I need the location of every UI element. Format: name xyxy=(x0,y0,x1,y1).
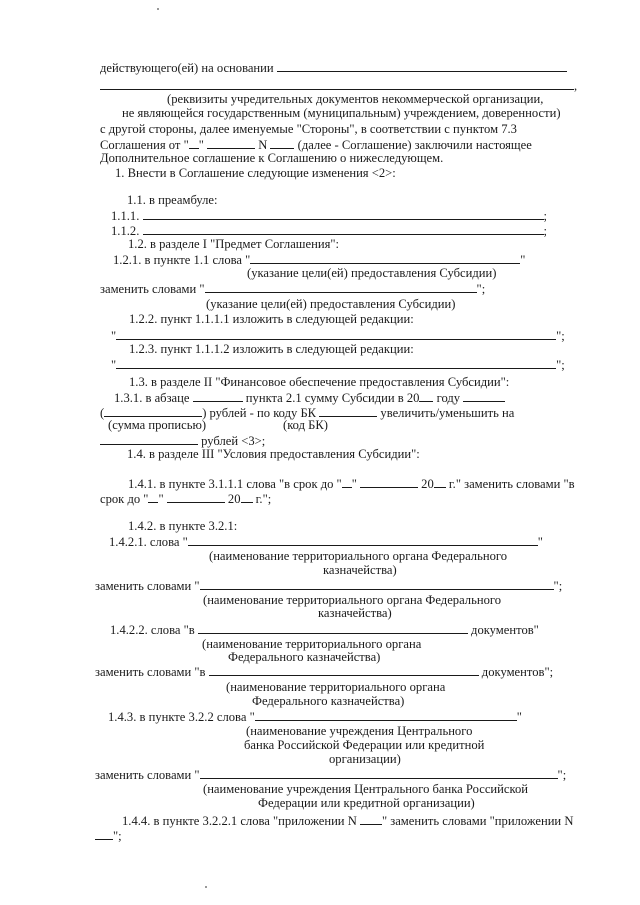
hint-charter-cont: не являющейся государственным (муниципальным) учреждением, доверенности) xyxy=(122,106,561,120)
clause-1-4-4: 1.4.4. в пункте 3.2.2.1 слова "приложении N " заменить словами "приложении N xyxy=(122,814,574,828)
blank-month[interactable] xyxy=(207,137,255,149)
blank-basis-cont[interactable] xyxy=(100,78,574,90)
clause-1-4-2: 1.4.2. в пункте 3.2.1: xyxy=(128,519,238,533)
blank-year-2[interactable] xyxy=(463,390,505,402)
hint-bank-2: (наименование учреждения Центрального банка Российской xyxy=(203,782,528,796)
blank-day[interactable] xyxy=(189,137,199,149)
clause-1-4-3: 1.4.3. в пункте 3.2.2 слова " " xyxy=(108,710,522,724)
blank-year-3[interactable] xyxy=(434,476,446,488)
blank-year[interactable] xyxy=(419,390,433,402)
hint-goal-2: (указание цели(ей) предоставления Субсидии) xyxy=(206,297,456,311)
scan-speck xyxy=(157,8,159,10)
blank-bk-code[interactable] xyxy=(319,405,377,417)
clause-1-4: 1.4. в разделе III "Условия предоставления Субсидии": xyxy=(127,447,420,461)
blank-1-2-3[interactable] xyxy=(116,357,556,369)
blank-basis[interactable] xyxy=(277,60,567,72)
line-replace-goal: заменить словами " "; xyxy=(100,282,486,296)
blank-replace-goal[interactable] xyxy=(205,281,477,293)
clause-1-2-2: 1.2.2. пункт 1.1.1.1 изложить в следующей редакции: xyxy=(129,312,414,326)
blank-month-3[interactable] xyxy=(167,491,225,503)
blank-1-4-2-2[interactable] xyxy=(198,622,468,634)
blank-annex-number-2[interactable] xyxy=(95,828,113,840)
hint-treasury-2-cont: казначейства) xyxy=(318,606,392,620)
hint-treasury-4-cont: Федерального казначейства) xyxy=(252,694,405,708)
text-parties: с другой стороны, далее именуемые "Стороны", в соответствии с пунктом 7.3 xyxy=(100,122,517,136)
blank-replace-treasury-2[interactable] xyxy=(209,664,479,676)
clause-1-4-2-2: 1.4.2.2. слова "в документов" xyxy=(110,623,539,637)
line-basis-cont: , xyxy=(100,78,577,93)
blank-number[interactable] xyxy=(270,137,294,149)
hint-bank-cont-2: организации) xyxy=(329,752,401,766)
clause-1-2-1: 1.2.1. в пункте 1.1 слова " " xyxy=(113,253,526,267)
blank-1-2-1[interactable] xyxy=(250,252,520,264)
text-supplementary: Дополнительное соглашение к Соглашению о нижеследующем. xyxy=(100,151,444,165)
clause-1-3: 1.3. в разделе II "Финансовое обеспечение предоставления Субсидии": xyxy=(129,375,510,389)
hint-treasury: (наименование территориального органа Федерального xyxy=(209,549,508,563)
line-deadline: срок до " " 20 г."; xyxy=(100,492,272,506)
hint-bank-2-cont: Федерации или кредитной организации) xyxy=(258,796,475,810)
hint-amount-words: (сумма прописью) xyxy=(108,418,207,432)
hint-treasury-4: (наименование территориального органа xyxy=(226,680,446,694)
clause-1-3-1: 1.3.1. в абзаце пункта 2.1 сумму Субсидии в 20 году xyxy=(114,390,505,405)
blank-month-2[interactable] xyxy=(360,476,418,488)
line-replace-bank: заменить словами " "; xyxy=(95,768,567,782)
line-replace-treasury: заменить словами " "; xyxy=(95,579,563,593)
hint-bank-cont: банка Российской Федерации или кредитной xyxy=(244,738,485,752)
blank-1-4-2-1[interactable] xyxy=(188,534,538,546)
line-1-2-3-text: " "; xyxy=(111,358,565,372)
blank-day-2[interactable] xyxy=(342,476,352,488)
hint-treasury-2: (наименование территориального органа Федерального xyxy=(203,593,502,607)
clause-1-1-1: 1.1.1. ; xyxy=(111,209,547,223)
clause-1-1-2: 1.1.2. ; xyxy=(111,224,547,238)
blank-replace-bank[interactable] xyxy=(200,767,558,779)
blank-paragraph[interactable] xyxy=(193,390,243,402)
blank-year-4[interactable] xyxy=(241,491,253,503)
line-replace-treasury-2: заменить словами "в документов"; xyxy=(95,665,554,679)
hint-bk-code: (код БК) xyxy=(283,418,328,432)
hint-treasury-3: (наименование территориального органа xyxy=(202,637,422,651)
blank-day-3[interactable] xyxy=(148,491,158,503)
clause-1-4-2-1: 1.4.2.1. слова " " xyxy=(109,535,543,549)
clause-1: 1. Внести в Соглашение следующие изменения <2>: xyxy=(115,166,396,180)
line-agreement-date: Соглашения от " " N (далее - Соглашение) заключили настоящее xyxy=(100,138,532,152)
clause-1-2: 1.2. в разделе I "Предмет Соглашения": xyxy=(128,237,340,251)
line-rubles: рублей <3>; xyxy=(100,433,265,448)
line-amount: ( ) рублей - по коду БК увеличить/уменьшить на xyxy=(100,406,515,420)
blank-1-2-2[interactable] xyxy=(116,328,556,340)
clause-1-1: 1.1. в преамбуле: xyxy=(127,193,218,207)
hint-bank: (наименование учреждения Центрального xyxy=(246,724,473,738)
blank-replace-treasury[interactable] xyxy=(200,578,554,590)
blank-annex-number[interactable] xyxy=(360,813,382,825)
clause-1-4-1: 1.4.1. в пункте 3.1.1.1 слова "в срок до " " 20 г." заменить словами "в xyxy=(128,477,575,491)
line-1-2-2-text: " "; xyxy=(111,329,565,343)
scan-speck xyxy=(205,886,207,888)
blank-1-4-3[interactable] xyxy=(255,709,517,721)
line-annex-cont: "; xyxy=(95,828,122,843)
hint-treasury-3-cont: Федерального казначейства) xyxy=(228,650,381,664)
hint-goal: (указание цели(ей) предоставления Субсидии) xyxy=(247,266,497,280)
line-basis: действующего(ей) на основании xyxy=(100,60,567,75)
hint-charter: (реквизиты учредительных документов некоммерческой организации, xyxy=(167,92,544,106)
blank-1-1-1[interactable] xyxy=(143,208,544,220)
hint-treasury-cont: казначейства) xyxy=(323,563,397,577)
blank-amount[interactable] xyxy=(104,405,202,417)
clause-1-2-3: 1.2.3. пункт 1.1.1.2 изложить в следующей редакции: xyxy=(129,342,414,356)
blank-1-1-2[interactable] xyxy=(143,223,544,235)
blank-rubles[interactable] xyxy=(100,433,198,445)
